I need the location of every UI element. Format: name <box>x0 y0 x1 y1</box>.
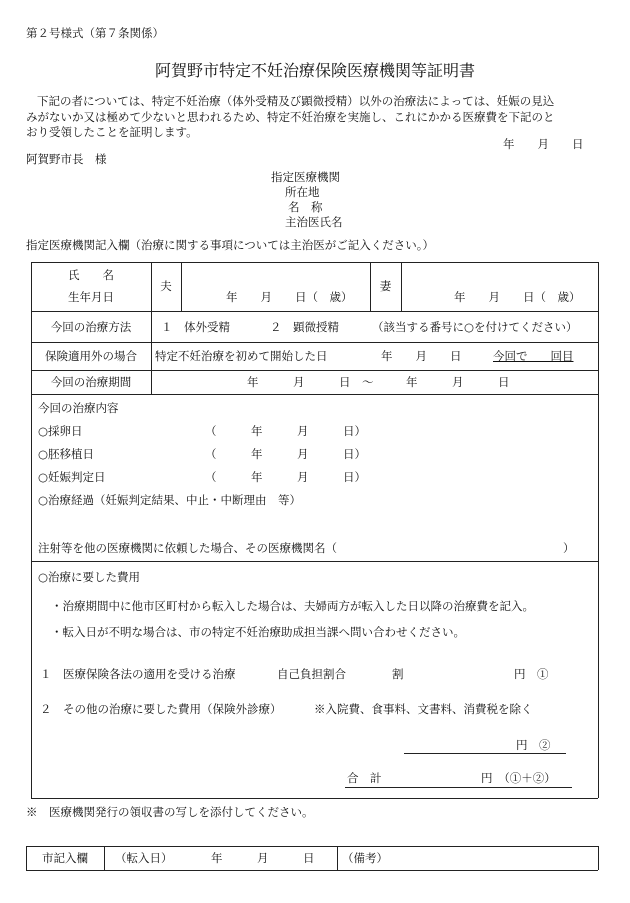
egg-retrieval-date-field[interactable]: （ 年 月 日） <box>205 424 366 438</box>
wife-name-field[interactable] <box>402 264 597 286</box>
injection-label: 注射等を他の医療機関に依頼した場合、その医療機関名（ <box>38 541 337 555</box>
husband-name-field[interactable] <box>182 264 369 286</box>
institution-name: 名 称 <box>288 200 323 214</box>
husband-label: 夫 <box>160 279 172 293</box>
embryo-transfer-label: ○胚移植日 <box>38 447 95 461</box>
method-option-1[interactable]: １ 体外受精 <box>161 320 230 334</box>
cost-1-amount-field[interactable]: 円 ① <box>514 667 549 681</box>
outside-date-field[interactable]: 年 月 日 <box>381 349 462 363</box>
injection-institution-field[interactable] <box>360 540 560 556</box>
document-title: 阿賀野市特定不妊治療保険医療機関等証明書 <box>154 61 475 80</box>
total-underline <box>345 787 572 788</box>
cost-2-amount-field[interactable]: 円 ② <box>516 738 551 752</box>
intro-line-2: みがないか又は極めて少ないと思われるため、特定不妊治療を実施し、これにかかる医療費を下記のと <box>26 110 555 124</box>
total-amount-field[interactable]: 円 （①＋②） <box>481 771 556 785</box>
institution-doctor: 主治医氏名 <box>285 215 343 229</box>
cost-1-ratio-label: 自己負担割合 <box>277 667 346 681</box>
cost-1-ratio-field[interactable]: 割 <box>392 667 404 681</box>
intro-line-3: おり受領したことを証明します。 <box>26 125 198 139</box>
cost-2-underline <box>404 753 566 754</box>
wife-birth-field[interactable]: 年 月 日（ 歳） <box>454 290 581 304</box>
city-move-in-label: （転入日） <box>115 851 173 865</box>
date-line: 年 月 日 <box>503 137 584 151</box>
method-note: （該当する番号に○を付けてください） <box>372 320 578 334</box>
method-label: 今回の治療方法 <box>50 320 132 334</box>
section-label: 指定医療機関記入欄（治療に関する事項については主治医がご記入ください。） <box>26 238 435 252</box>
cost-label: ○治療に要した費用 <box>38 570 141 584</box>
cost-bullet-2: ・転入日が不明な場合は、市の特定不妊治療助成担当課へ問い合わせください。 <box>51 625 465 639</box>
outside-label: 保険適用外の場合 <box>45 349 137 363</box>
outside-times-field[interactable]: 今回で 回目 <box>493 349 574 363</box>
pregnancy-test-date-field[interactable]: （ 年 月 日） <box>205 470 366 484</box>
period-label: 今回の治療期間 <box>50 375 132 389</box>
form-number: 第２号様式（第７条関係） <box>26 26 164 40</box>
birth-label: 生年月日 <box>68 290 114 304</box>
wife-label: 妻 <box>379 279 392 293</box>
institution-designated: 指定医療機関 <box>271 170 340 184</box>
intro-line-1: 下記の者については、特定不妊治療（体外受精及び顕微授精）以外の治療法によっては、妊娠の見込 <box>37 94 555 108</box>
embryo-transfer-date-field[interactable]: （ 年 月 日） <box>205 447 366 461</box>
content-label: 今回の治療内容 <box>38 401 119 415</box>
cost-1-label: １ 医療保険各法の適用を受ける治療 <box>40 667 236 681</box>
city-remarks-field[interactable]: （備考） <box>342 851 388 865</box>
footnote: ※ 医療機関発行の領収書の写しを添付してください。 <box>26 805 314 819</box>
egg-retrieval-label: ○採卵日 <box>38 424 83 438</box>
progress-label: ○治療経過（妊娠判定結果、中止・中断理由 等） <box>38 493 302 507</box>
addressee: 阿賀野市長 様 <box>26 152 107 166</box>
total-label: 合 計 <box>347 771 382 785</box>
method-option-2[interactable]: ２ 顕微授精 <box>270 320 339 334</box>
cost-2-note: ※入院費、食事料、文書料、消費税を除く <box>314 702 533 716</box>
city-box-label: 市記入欄 <box>42 851 88 865</box>
outside-text: 特定不妊治療を初めて開始した日 <box>155 349 328 363</box>
husband-birth-field[interactable]: 年 月 日（ 歳） <box>226 290 353 304</box>
pregnancy-test-label: ○妊娠判定日 <box>38 470 106 484</box>
institution-location: 所在地 <box>285 185 320 199</box>
progress-field[interactable] <box>38 510 588 538</box>
injection-close-paren: ） <box>563 541 575 555</box>
cost-2-label: ２ その他の治療に要した費用（保険外診療） <box>40 702 282 716</box>
city-move-in-date-field[interactable]: 年 月 日 <box>211 851 315 865</box>
name-label: 氏 名 <box>68 268 114 282</box>
cost-bullet-1: ・治療期間中に他市区町村から転入した場合は、夫婦両方が転入した日以降の治療費を記入。 <box>51 599 534 613</box>
period-to-field[interactable]: 年 月 日 <box>406 375 510 389</box>
period-from-field[interactable]: 年 月 日 ～ <box>247 375 374 389</box>
